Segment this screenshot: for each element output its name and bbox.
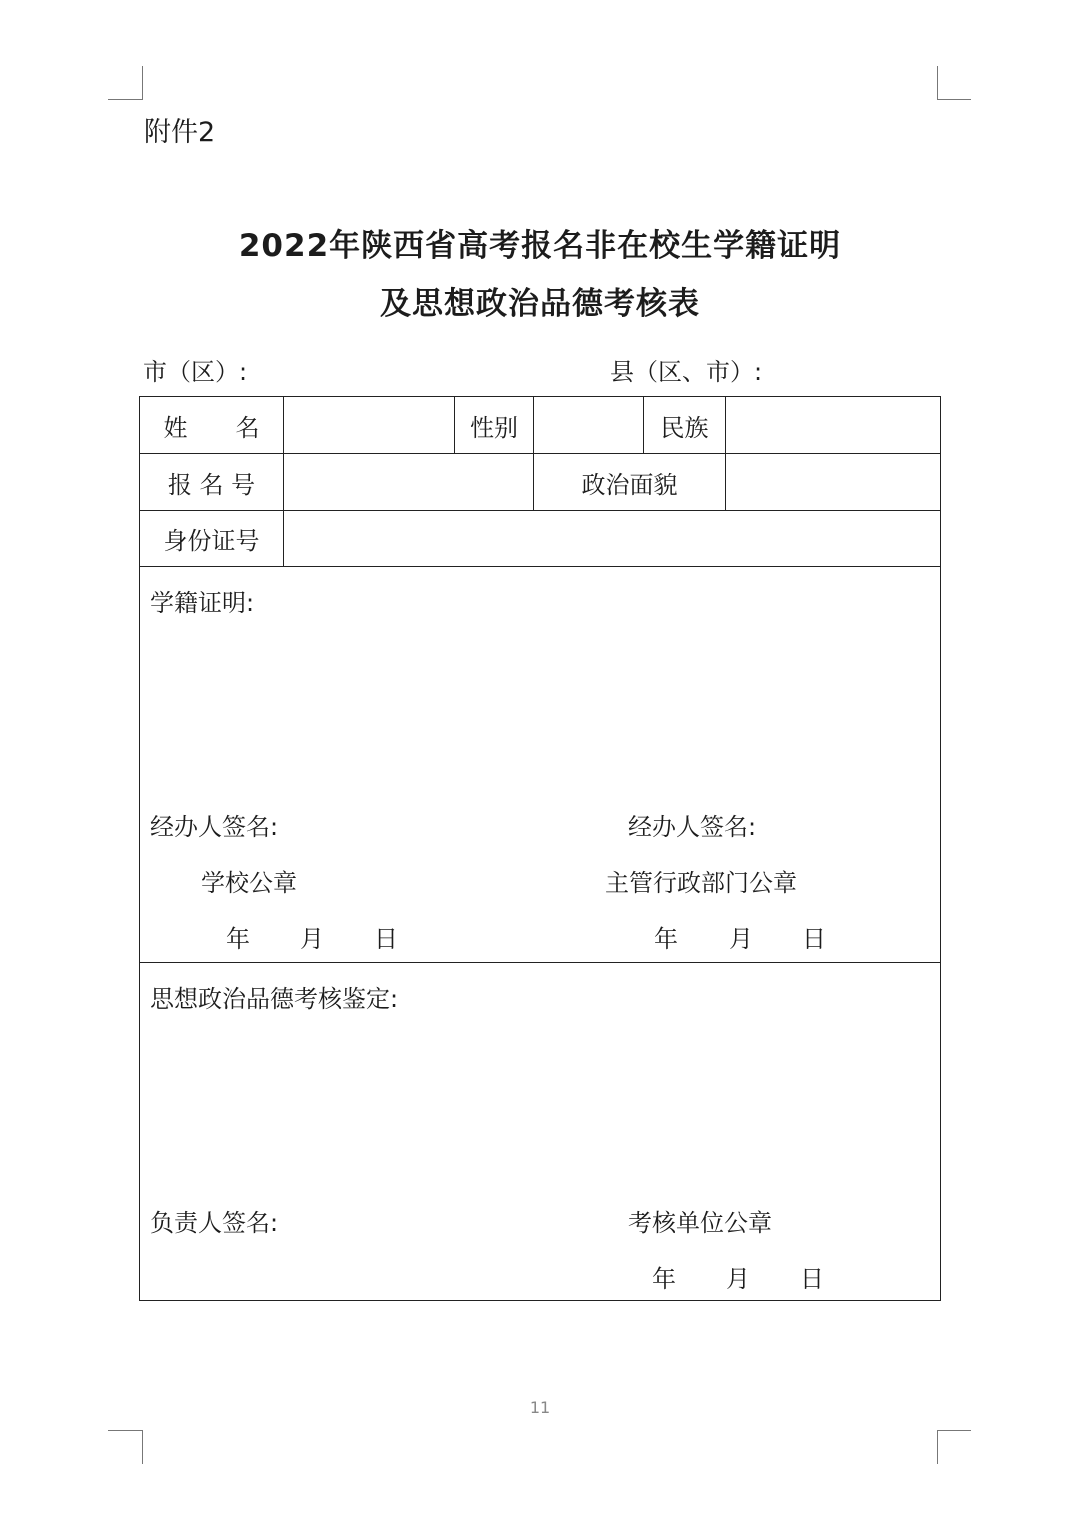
ethnicity-label: 民族 bbox=[660, 413, 709, 442]
assessment-date-year: 年 bbox=[652, 1265, 676, 1293]
department-handler-signature-label: 经办人签名: bbox=[628, 813, 757, 841]
school-seal-label: 学校公章 bbox=[201, 869, 297, 897]
gender-field[interactable] bbox=[534, 397, 643, 453]
school-status-section-title: 学籍证明: bbox=[150, 589, 255, 617]
assessment-unit-seal-label: 考核单位公章 bbox=[628, 1209, 772, 1237]
morality-assessment-section-title: 思想政治品德考核鉴定: bbox=[150, 985, 399, 1013]
crop-mark-top-left-horizontal bbox=[108, 99, 142, 100]
gender-label: 性别 bbox=[470, 413, 518, 442]
id-number-field[interactable] bbox=[284, 511, 940, 566]
row-divider-3 bbox=[140, 566, 940, 567]
document-title-line-2: 及思想政治品德考核表 bbox=[380, 286, 700, 322]
department-date-year: 年 bbox=[654, 925, 678, 953]
crop-mark-top-right-vertical bbox=[937, 66, 938, 100]
crop-mark-bottom-right-horizontal bbox=[937, 1430, 971, 1431]
crop-mark-top-right-horizontal bbox=[937, 99, 971, 100]
name-field[interactable] bbox=[284, 397, 454, 453]
department-date-month: 月 bbox=[729, 925, 753, 953]
county-district-label: 县（区、市）: bbox=[610, 358, 763, 386]
assessment-form-table bbox=[139, 396, 941, 1301]
political-status-label: 政治面貌 bbox=[581, 470, 678, 499]
registration-number-field[interactable] bbox=[284, 454, 533, 510]
school-date-month: 月 bbox=[300, 925, 324, 953]
department-date-day: 日 bbox=[802, 925, 826, 953]
crop-mark-bottom-left-vertical bbox=[142, 1430, 143, 1464]
crop-mark-bottom-right-vertical bbox=[937, 1430, 938, 1464]
responsible-person-signature-label: 负责人签名: bbox=[150, 1209, 279, 1237]
registration-number-label: 报 名 号 bbox=[167, 470, 256, 499]
school-handler-signature-label: 经办人签名: bbox=[150, 813, 279, 841]
city-district-label: 市（区）: bbox=[143, 358, 248, 386]
department-seal-label: 主管行政部门公章 bbox=[605, 869, 797, 897]
ethnicity-field[interactable] bbox=[726, 397, 940, 453]
assessment-date-month: 月 bbox=[726, 1265, 750, 1293]
attachment-label: 附件2 bbox=[144, 117, 216, 148]
assessment-date-day: 日 bbox=[800, 1265, 824, 1293]
school-date-day: 日 bbox=[374, 925, 398, 953]
document-title-line-1: 2022年陕西省高考报名非在校生学籍证明 bbox=[238, 228, 842, 264]
crop-mark-top-left-vertical bbox=[142, 66, 143, 100]
section-divider bbox=[140, 962, 940, 963]
crop-mark-bottom-left-horizontal bbox=[108, 1430, 142, 1431]
name-label: 姓 名 bbox=[163, 413, 260, 442]
political-status-field[interactable] bbox=[726, 454, 940, 510]
id-number-label: 身份证号 bbox=[163, 527, 260, 555]
school-date-year: 年 bbox=[226, 925, 250, 953]
page-number: 11 bbox=[529, 1398, 551, 1417]
